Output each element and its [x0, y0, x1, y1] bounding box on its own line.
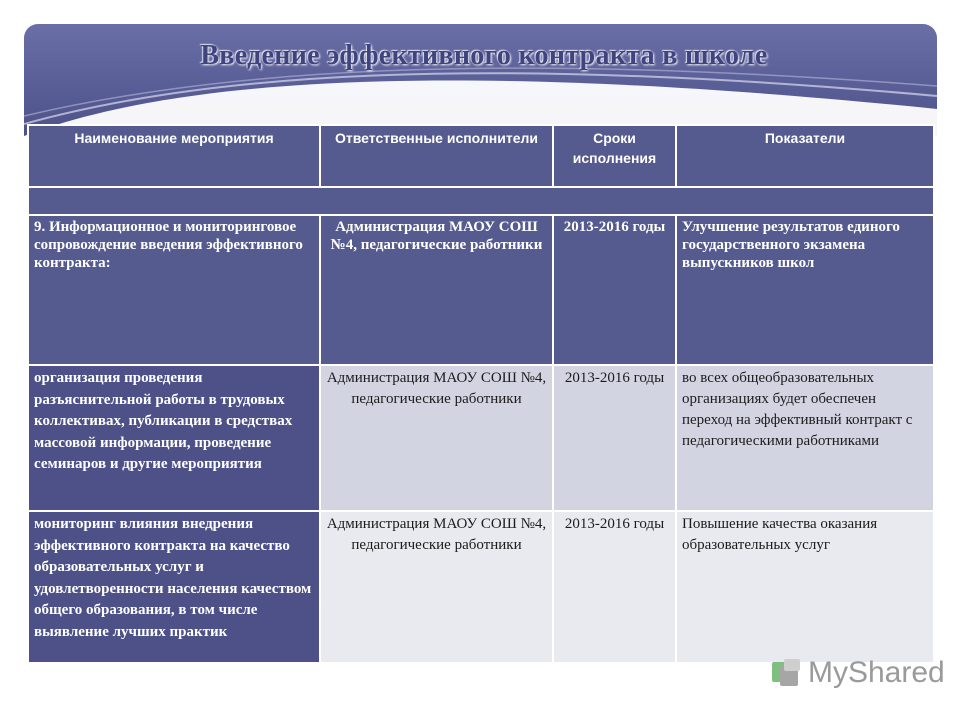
cell-indicator: Улучшение результатов единого государственного экзамена выпускников школ	[676, 215, 934, 365]
cell-event: мониторинг влияния внедрения эффективного контракта на качество образовательных услуг и удовлетворенности населения качеством общего образования, в том числе выявление лучших практик	[28, 511, 320, 663]
spacer-cell	[28, 187, 934, 215]
table-row	[28, 365, 934, 511]
header-event-name: Наименование мероприятия	[28, 125, 320, 187]
cell-deadline: 2013-2016 годы	[553, 365, 676, 511]
logo-text: MyShared	[808, 656, 945, 689]
cell-indicator: Повышение качества оказания образовательных услуг	[676, 511, 934, 663]
cell-deadline: 2013-2016 годы	[553, 511, 676, 663]
cell-responsible: Администрация МАОУ СОШ №4, педагогические работники	[320, 215, 553, 365]
table-spacer-row	[28, 187, 934, 215]
cell-event: 9. Информационное и мониторинговое сопровождение введения эффективного контракта:	[28, 215, 320, 365]
myshared-logo	[770, 656, 945, 690]
table-row	[28, 511, 934, 663]
cell-responsible: Администрация МАОУ СОШ №4, педагогические работники	[320, 511, 553, 663]
cell-deadline: 2013-2016 годы	[553, 215, 676, 365]
slide-title: Введение эффективного контракта в школе	[200, 40, 768, 71]
table-row	[28, 215, 934, 365]
plan-table	[27, 124, 935, 664]
cell-responsible: Администрация МАОУ СОШ №4, педагогические работники	[320, 365, 553, 511]
cell-indicator: во всех общеобразовательных организациях будет обеспечен переход на эффективный контракт с педагогическими работниками	[676, 365, 934, 511]
header-deadline: Сроки исполнения	[553, 125, 676, 187]
header-responsible: Ответственные исполнители	[320, 125, 553, 187]
myshared-logo-icon	[770, 656, 804, 690]
cell-event: организация проведения разъяснительной работы в трудовых коллективах, публикации в средствах массовой информации, проведение семинаров и другие мероприятия	[28, 365, 320, 511]
header-indicators: Показатели	[676, 125, 934, 187]
table-header-row	[28, 125, 934, 187]
